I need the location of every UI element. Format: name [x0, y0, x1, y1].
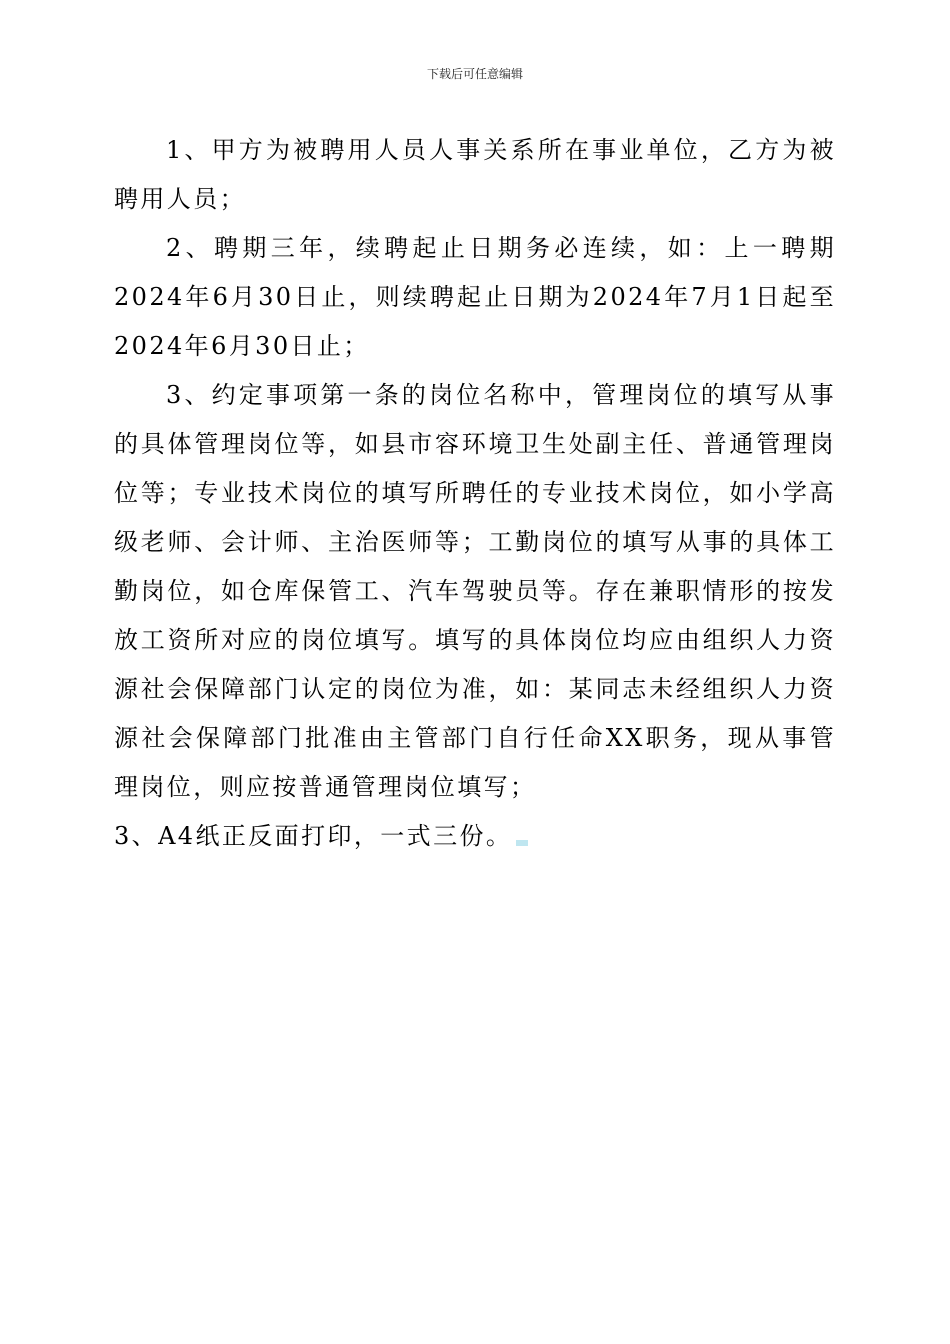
page-header-note: 下载后可任意编辑: [426, 67, 523, 81]
paragraph-3: 3、约定事项第一条的岗位名称中，管理岗位的填写从事的具体管理岗位等，如县市容环境卫生处副主任、普通管理岗位等；专业技术岗位的填写所聘任的专业技术岗位，如小学高级老师、会计师、主治医师等；工勤岗位的填写从事的具体工勤岗位，如仓库保管工、汽车驾驶员等。存在兼职情形的按发放工资所对应的岗位填写。填写的具体岗位均应由组织人力资源社会保障部门认定的岗位为准，如：某同志未经组织人力资源社会保障部门批准由主管部门自行任命XX职务，现从事管理岗位，则应按普通管理岗位填写；: [114, 381, 836, 801]
text-cursor-marker: [516, 840, 528, 846]
paragraph-4: [114, 812, 836, 861]
paragraph-2: 2、聘期三年，续聘起止日期务必连续，如：上一聘期2024年6月30日止，则续聘起止日期为2024年7月1日起至2024年6月30日止；: [114, 234, 836, 360]
paragraph-4-text: 3、A4纸正反面打印，一式三份。: [114, 822, 513, 850]
document-body: [114, 126, 836, 861]
paragraph-1: 1、甲方为被聘用人员人事关系所在事业单位，乙方为被聘用人员；: [114, 136, 836, 213]
